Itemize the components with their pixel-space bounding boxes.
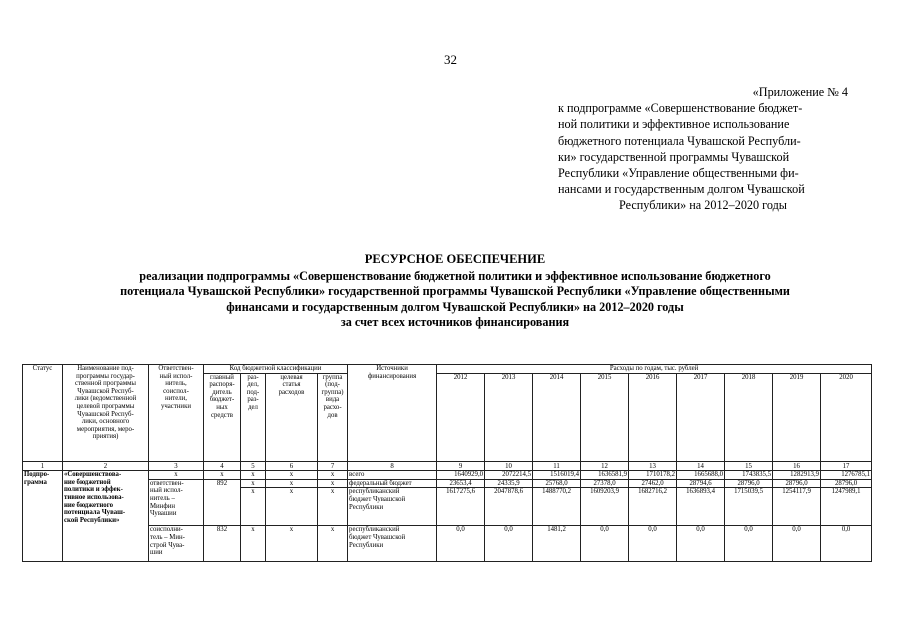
group-cell: х <box>318 488 348 526</box>
value-cell: 1710178,2 <box>629 471 677 480</box>
header-year: 2012 <box>437 373 485 461</box>
column-number: 11 <box>533 461 581 471</box>
value-cell: 1282913,9 <box>773 471 821 480</box>
value-cell: 0,0 <box>485 526 533 562</box>
column-number: 9 <box>437 461 485 471</box>
value-cell: 2047878,6 <box>485 488 533 526</box>
value-cell: 25768,0 <box>533 479 581 488</box>
header-group: группа (под- группа) вида расхо- дов <box>318 373 348 461</box>
value-cell: 28796,0 <box>821 479 872 488</box>
column-number: 12 <box>581 461 629 471</box>
column-number: 5 <box>241 461 266 471</box>
appendix-line: ной политики и эффективное использование <box>558 117 790 132</box>
header-expenses: Расходы по годам, тыс. рублей <box>437 365 872 374</box>
value-cell: 0,0 <box>437 526 485 562</box>
page-number: 32 <box>444 52 457 67</box>
status-cell: Подпро- грамма <box>23 471 63 562</box>
table-row <box>23 479 872 488</box>
column-number: 16 <box>773 461 821 471</box>
column-number: 14 <box>677 461 725 471</box>
table-row <box>23 526 872 562</box>
group-cell: х <box>318 526 348 562</box>
value-cell: 1715039,5 <box>725 488 773 526</box>
value-cell: 1481,2 <box>533 526 581 562</box>
appendix-line: Республики «Управление общественными фи- <box>558 166 799 181</box>
value-cell: 1665688,0 <box>677 471 725 480</box>
title-line: потенциала Чувашской Республики» государственной программы Чувашской Республики «Управление общественными <box>120 284 790 299</box>
header-year: 2016 <box>629 373 677 461</box>
value-cell: 0,0 <box>677 526 725 562</box>
appendix-line: к подпрограмме «Совершенствование бюджет- <box>558 101 803 116</box>
header-year: 2020 <box>821 373 872 461</box>
value-cell: 1682716,2 <box>629 488 677 526</box>
appendix-line: нансами и государственным долгом Чувашской <box>558 182 805 197</box>
value-cell: 1743835,5 <box>725 471 773 480</box>
section-cell: х <box>241 471 266 480</box>
value-cell: 1609203,9 <box>581 488 629 526</box>
source-cell: республиканский бюджет Чувашской Республики <box>348 488 437 526</box>
section-cell: х <box>241 479 266 488</box>
appendix-line: бюджетного потенциала Чувашской Республи- <box>558 133 801 148</box>
column-number: 15 <box>725 461 773 471</box>
target-cell: х <box>266 488 318 526</box>
value-cell: 0,0 <box>773 526 821 562</box>
header-status: Статус <box>23 365 63 462</box>
target-cell: х <box>266 526 318 562</box>
source-cell: федеральный бюджет <box>348 479 437 488</box>
value-cell: 1617275,6 <box>437 488 485 526</box>
header-year: 2017 <box>677 373 725 461</box>
value-cell: 0,0 <box>629 526 677 562</box>
appendix-note <box>558 84 848 214</box>
main-manager-cell: 892 <box>204 479 241 526</box>
column-number: 10 <box>485 461 533 471</box>
value-cell: 1636893,4 <box>677 488 725 526</box>
column-number: 3 <box>149 461 204 471</box>
header-year: 2018 <box>725 373 773 461</box>
header-section: раз- дел, под- раз- дел <box>241 373 266 461</box>
document-title <box>60 252 850 331</box>
column-number: 13 <box>629 461 677 471</box>
title-line: за счет всех источников финансирования <box>340 315 570 330</box>
value-cell: 24335,9 <box>485 479 533 488</box>
header-responsible: Ответствен- ный испол- нитель, соиспол- нители, участники <box>149 365 204 462</box>
title-line: финансами и государственным долгом Чувашской Республики» на 2012–2020 годы <box>226 299 684 314</box>
header-year: 2015 <box>581 373 629 461</box>
header-sources: Источники финансирования <box>348 365 437 462</box>
column-number: 8 <box>348 461 437 471</box>
value-cell: 1276785,1 <box>821 471 872 480</box>
section-cell: х <box>241 526 266 562</box>
value-cell: 0,0 <box>821 526 872 562</box>
value-cell: 28794,6 <box>677 479 725 488</box>
main-manager-cell: 832 <box>204 526 241 562</box>
section-cell: х <box>241 488 266 526</box>
value-cell: 28796,0 <box>773 479 821 488</box>
column-number: 17 <box>821 461 872 471</box>
header-main-manager: главный распоря- дитель бюджет- ных средств <box>204 373 241 461</box>
value-cell: 1636581,9 <box>581 471 629 480</box>
group-cell: х <box>318 471 348 480</box>
column-number: 7 <box>318 461 348 471</box>
value-cell: 1488770,2 <box>533 488 581 526</box>
target-cell: х <box>266 479 318 488</box>
header-name: Наименование под- программы государ- ственной программы Чувашской Респуб- лики (ведомственной целевой программы Чувашской Респуб- лики, основного мероприятия, меро- приятия) <box>63 365 149 462</box>
value-cell: 1640929,0 <box>437 471 485 480</box>
resource-table <box>22 364 872 562</box>
appendix-line: ки» государственной программы Чувашской <box>558 149 790 164</box>
value-cell: 27462,0 <box>629 479 677 488</box>
appendix-line: Республики» на 2012–2020 годы <box>619 198 787 213</box>
target-cell: х <box>266 471 318 480</box>
value-cell: 1247989,1 <box>821 488 872 526</box>
responsible-cell: х <box>149 471 204 480</box>
value-cell: 23653,4 <box>437 479 485 488</box>
title-heading: РЕСУРСНОЕ ОБЕСПЕЧЕНИЕ <box>364 252 546 266</box>
main-manager-cell: х <box>204 471 241 480</box>
value-cell: 0,0 <box>725 526 773 562</box>
header-target-article: целевая статья расходов <box>266 373 318 461</box>
source-cell: всего <box>348 471 437 480</box>
value-cell: 28796,0 <box>725 479 773 488</box>
value-cell: 1516019,4 <box>533 471 581 480</box>
appendix-title: «Приложение № 4 <box>752 85 848 99</box>
column-number: 1 <box>23 461 63 471</box>
column-number-row <box>23 461 872 471</box>
responsible-cell: соисполни- тель – Мин- строй Чува- шии <box>149 526 204 562</box>
header-budget-code: Код бюджетной классификации <box>204 365 348 374</box>
value-cell: 0,0 <box>581 526 629 562</box>
value-cell: 27378,0 <box>581 479 629 488</box>
group-cell: х <box>318 479 348 488</box>
column-number: 6 <box>266 461 318 471</box>
title-line: реализации подпрограммы «Совершенствование бюджетной политики и эффективное использование бюджетного <box>139 268 771 283</box>
header-year: 2019 <box>773 373 821 461</box>
header-year: 2014 <box>533 373 581 461</box>
subprogram-name-cell: «Совершенствова- ние бюджетной политики и эффек- тивное использова- ние бюджетного потенциала Чуваш- ской Республики» <box>63 471 149 562</box>
responsible-cell: ответствен- ный испол- нитель – Минфин Чувашии <box>149 479 204 526</box>
column-number: 2 <box>63 461 149 471</box>
column-number: 4 <box>204 461 241 471</box>
value-cell: 1254117,9 <box>773 488 821 526</box>
source-cell: республиканский бюджет Чувашской Республики <box>348 526 437 562</box>
header-year: 2013 <box>485 373 533 461</box>
table-row <box>23 471 872 480</box>
value-cell: 2072214,5 <box>485 471 533 480</box>
